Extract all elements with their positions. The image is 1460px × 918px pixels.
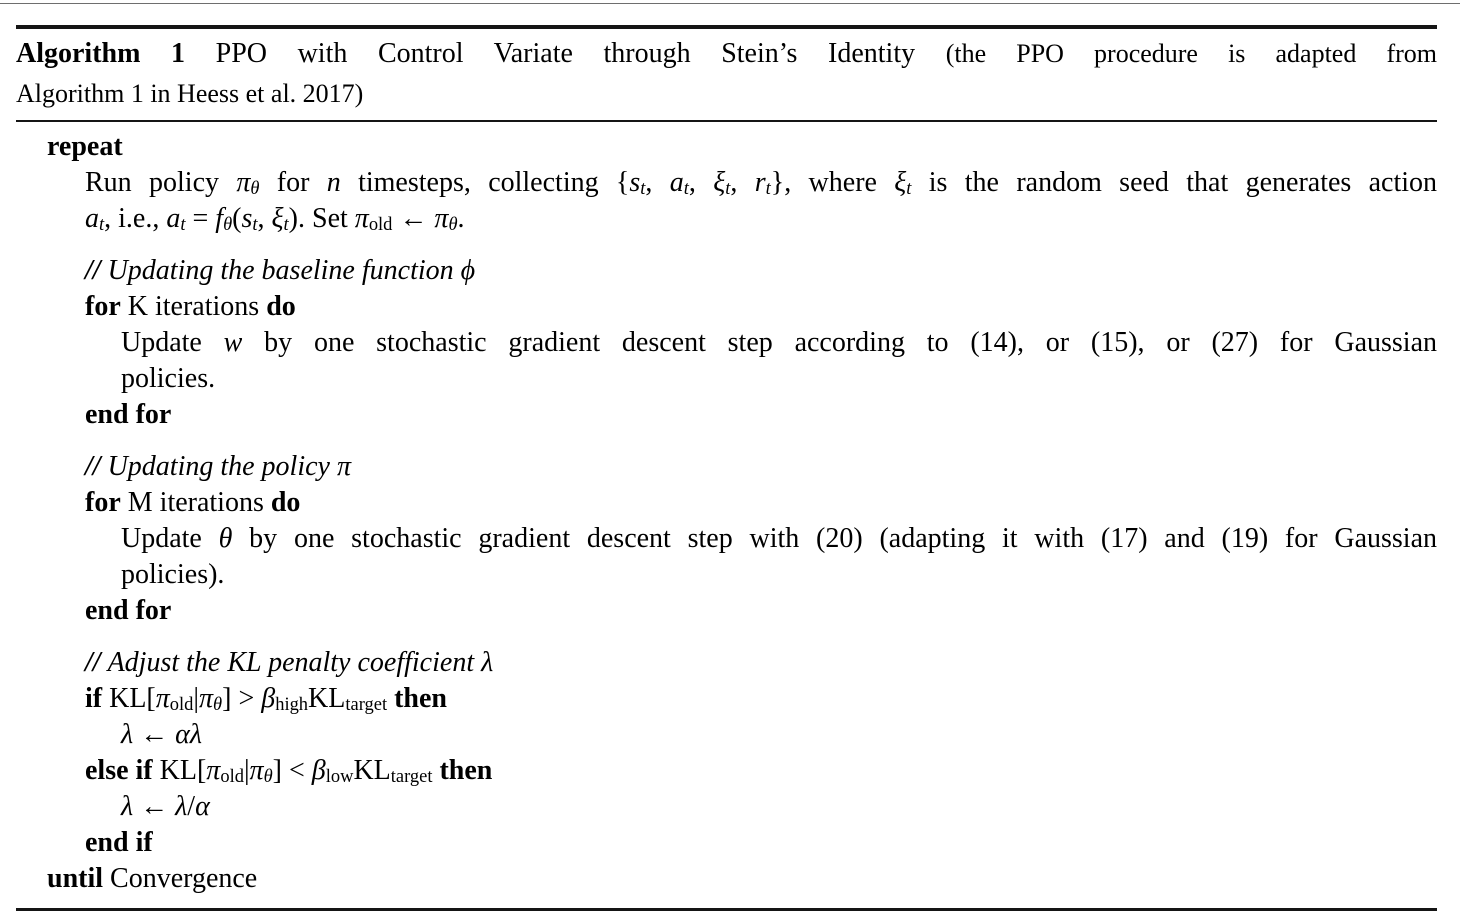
text-run: K iterations	[120, 291, 267, 322]
text-run: θ	[218, 523, 233, 554]
algorithm-line	[16, 253, 1437, 289]
text-run: policies).	[121, 559, 225, 590]
text-run: then	[432, 755, 493, 786]
text-run: $\pi_{old}$	[206, 755, 244, 787]
algorithm-line	[16, 449, 1437, 485]
algorithm-line	[16, 165, 1437, 201]
text-run: $\beta_{high}$	[261, 683, 309, 715]
text-run: ). Set	[288, 203, 355, 234]
text-run: λ	[121, 791, 134, 822]
text-run: |	[243, 755, 250, 786]
text-run: $\pi_{old}$	[155, 683, 194, 715]
text-run: ←	[133, 791, 176, 822]
subscript: high	[275, 694, 309, 715]
subscript: old	[169, 694, 194, 715]
text-run: ←	[133, 719, 176, 750]
text-run: $s_t$	[629, 167, 646, 199]
subscript: t	[765, 178, 771, 199]
text-run: $a_t$	[166, 203, 186, 235]
text-run: is the random seed that generates action	[911, 167, 1438, 198]
text-run: =	[185, 203, 216, 234]
text-run: Update	[121, 523, 219, 554]
algorithm-line	[16, 521, 1437, 557]
subscript: t	[252, 214, 258, 235]
text-run: //	[85, 647, 108, 678]
caption-line	[16, 34, 1437, 74]
text-run: $\pi_\theta$	[434, 203, 458, 235]
subscript: target	[345, 694, 388, 715]
text-run: KL[	[152, 755, 207, 786]
subscript: θ	[223, 214, 233, 235]
algorithm-body	[16, 122, 1437, 897]
text-run: $r_t$	[754, 167, 771, 199]
algorithm-line	[16, 645, 1437, 681]
text-run: $\pi_\theta$	[199, 683, 223, 715]
text-run: KL[	[102, 683, 156, 714]
text-run: for	[85, 487, 121, 518]
text-run: for	[85, 291, 121, 322]
text-run: .	[457, 203, 465, 234]
text-run: end if	[85, 827, 153, 858]
algorithm-line	[16, 201, 1437, 237]
subscript: old	[368, 214, 393, 235]
text-run: αλ	[175, 719, 202, 750]
text-run: α	[195, 791, 210, 822]
algorithm-line	[16, 681, 1437, 717]
text-run: Algorithm 1 in Heess et al. 2017)	[16, 79, 364, 108]
text-run: M iterations	[120, 487, 271, 518]
subscript: old	[220, 766, 244, 787]
caption-line	[16, 74, 1437, 114]
text-run: Updating the baseline function	[107, 255, 461, 286]
text-run: by one stochastic gradient descent step according to (14), or (15), or (27) for Gaussian	[242, 327, 1437, 358]
text-run: $\beta_{low}$	[311, 755, 354, 787]
text-run: $KL_{target}$	[353, 755, 433, 787]
text-run: Run policy	[85, 167, 237, 198]
subscript: t	[99, 214, 105, 235]
subscript: θ	[250, 178, 260, 199]
algorithm-line	[16, 789, 1437, 825]
text-run: ,	[688, 167, 714, 198]
text-run: if	[85, 683, 103, 714]
text-run: $\pi_{old}$	[354, 203, 393, 235]
text-run: $f_\theta$	[215, 203, 233, 235]
text-run: Adjust the KL penalty coefficient	[107, 647, 482, 678]
text-run: //	[85, 255, 108, 286]
text-run: ] >	[222, 683, 262, 714]
text-run: until	[47, 863, 104, 894]
algorithm-line	[16, 717, 1437, 753]
text-run: $s_t$	[241, 203, 258, 235]
text-run: end for	[85, 595, 172, 626]
subscript: t	[725, 178, 731, 199]
text-run: w	[223, 327, 243, 358]
text-run: $a_t$	[669, 167, 689, 199]
text-run: Update	[121, 327, 224, 358]
bottom-rule	[16, 908, 1437, 911]
algorithm-line	[16, 593, 1437, 629]
algorithm-line	[16, 753, 1437, 789]
algorithm-line	[16, 325, 1437, 361]
text-run: |	[193, 683, 200, 714]
text-run: λ	[481, 647, 494, 678]
text-run: $\xi_t$	[713, 167, 731, 199]
algorithm-caption	[16, 29, 1437, 120]
text-run: ,	[257, 203, 272, 234]
algorithm-line	[16, 485, 1437, 521]
algorithm-line	[16, 557, 1437, 593]
text-run: //	[85, 451, 108, 482]
subscript: target	[390, 766, 433, 787]
text-run: end for	[85, 399, 172, 430]
algorithm-line	[16, 361, 1437, 397]
subscript: t	[283, 214, 289, 235]
text-run: else if	[85, 755, 153, 786]
text-run: π	[336, 451, 351, 482]
text-run: Convergence	[103, 863, 258, 894]
text-run: , i.e.,	[104, 203, 167, 234]
algorithm-line	[16, 397, 1437, 433]
text-run: Algorithm 1	[16, 38, 186, 69]
algorithm-line	[16, 289, 1437, 325]
text-run: policies.	[121, 363, 216, 394]
text-run: by one stochastic gradient descent step with (20) (adapting it with (17) and (19) for Gaussian	[232, 523, 1438, 554]
subscript: t	[640, 178, 646, 199]
algorithm-line	[16, 129, 1437, 165]
text-run: repeat	[47, 131, 123, 162]
text-run: n	[326, 167, 341, 198]
subscript: low	[325, 766, 354, 787]
text-run: $\xi_t$	[271, 203, 289, 235]
text-run: do	[266, 291, 296, 322]
subscript: t	[906, 178, 912, 199]
text-run: $\pi_\theta$	[236, 167, 260, 199]
text-run: ϕ	[460, 255, 476, 286]
text-run: Updating the policy	[107, 451, 337, 482]
text-run: then	[387, 683, 447, 714]
subscript: t	[180, 214, 186, 235]
text-run: ,	[730, 167, 755, 198]
text-run: $\xi_t$	[894, 167, 912, 199]
text-run: }, where	[770, 167, 895, 198]
text-run: $\pi_\theta$	[249, 755, 273, 787]
text-run: for	[259, 167, 327, 198]
text-run: timesteps, collecting {	[340, 167, 630, 198]
text-run: λ	[121, 719, 134, 750]
algorithm-line	[16, 825, 1437, 861]
text-run: (	[232, 203, 242, 234]
subscript: θ	[213, 694, 223, 715]
text-run: $KL_{target}$	[308, 683, 388, 715]
page-top-hairline	[0, 3, 1460, 4]
text-run: ] <	[272, 755, 312, 786]
subscript: θ	[448, 214, 458, 235]
subscript: θ	[263, 766, 273, 787]
text-run: $a_t$	[85, 203, 105, 235]
text-run: ←	[392, 203, 435, 234]
algorithm-line	[16, 861, 1437, 897]
text-run: /	[187, 791, 196, 822]
text-run: ,	[645, 167, 670, 198]
text-run: PPO with Control Variate through Stein’s Identity	[185, 38, 946, 69]
text-run: λ	[175, 791, 188, 822]
text-run: do	[270, 487, 301, 518]
text-run: (the PPO procedure is adapted from	[945, 39, 1437, 68]
subscript: t	[683, 178, 689, 199]
